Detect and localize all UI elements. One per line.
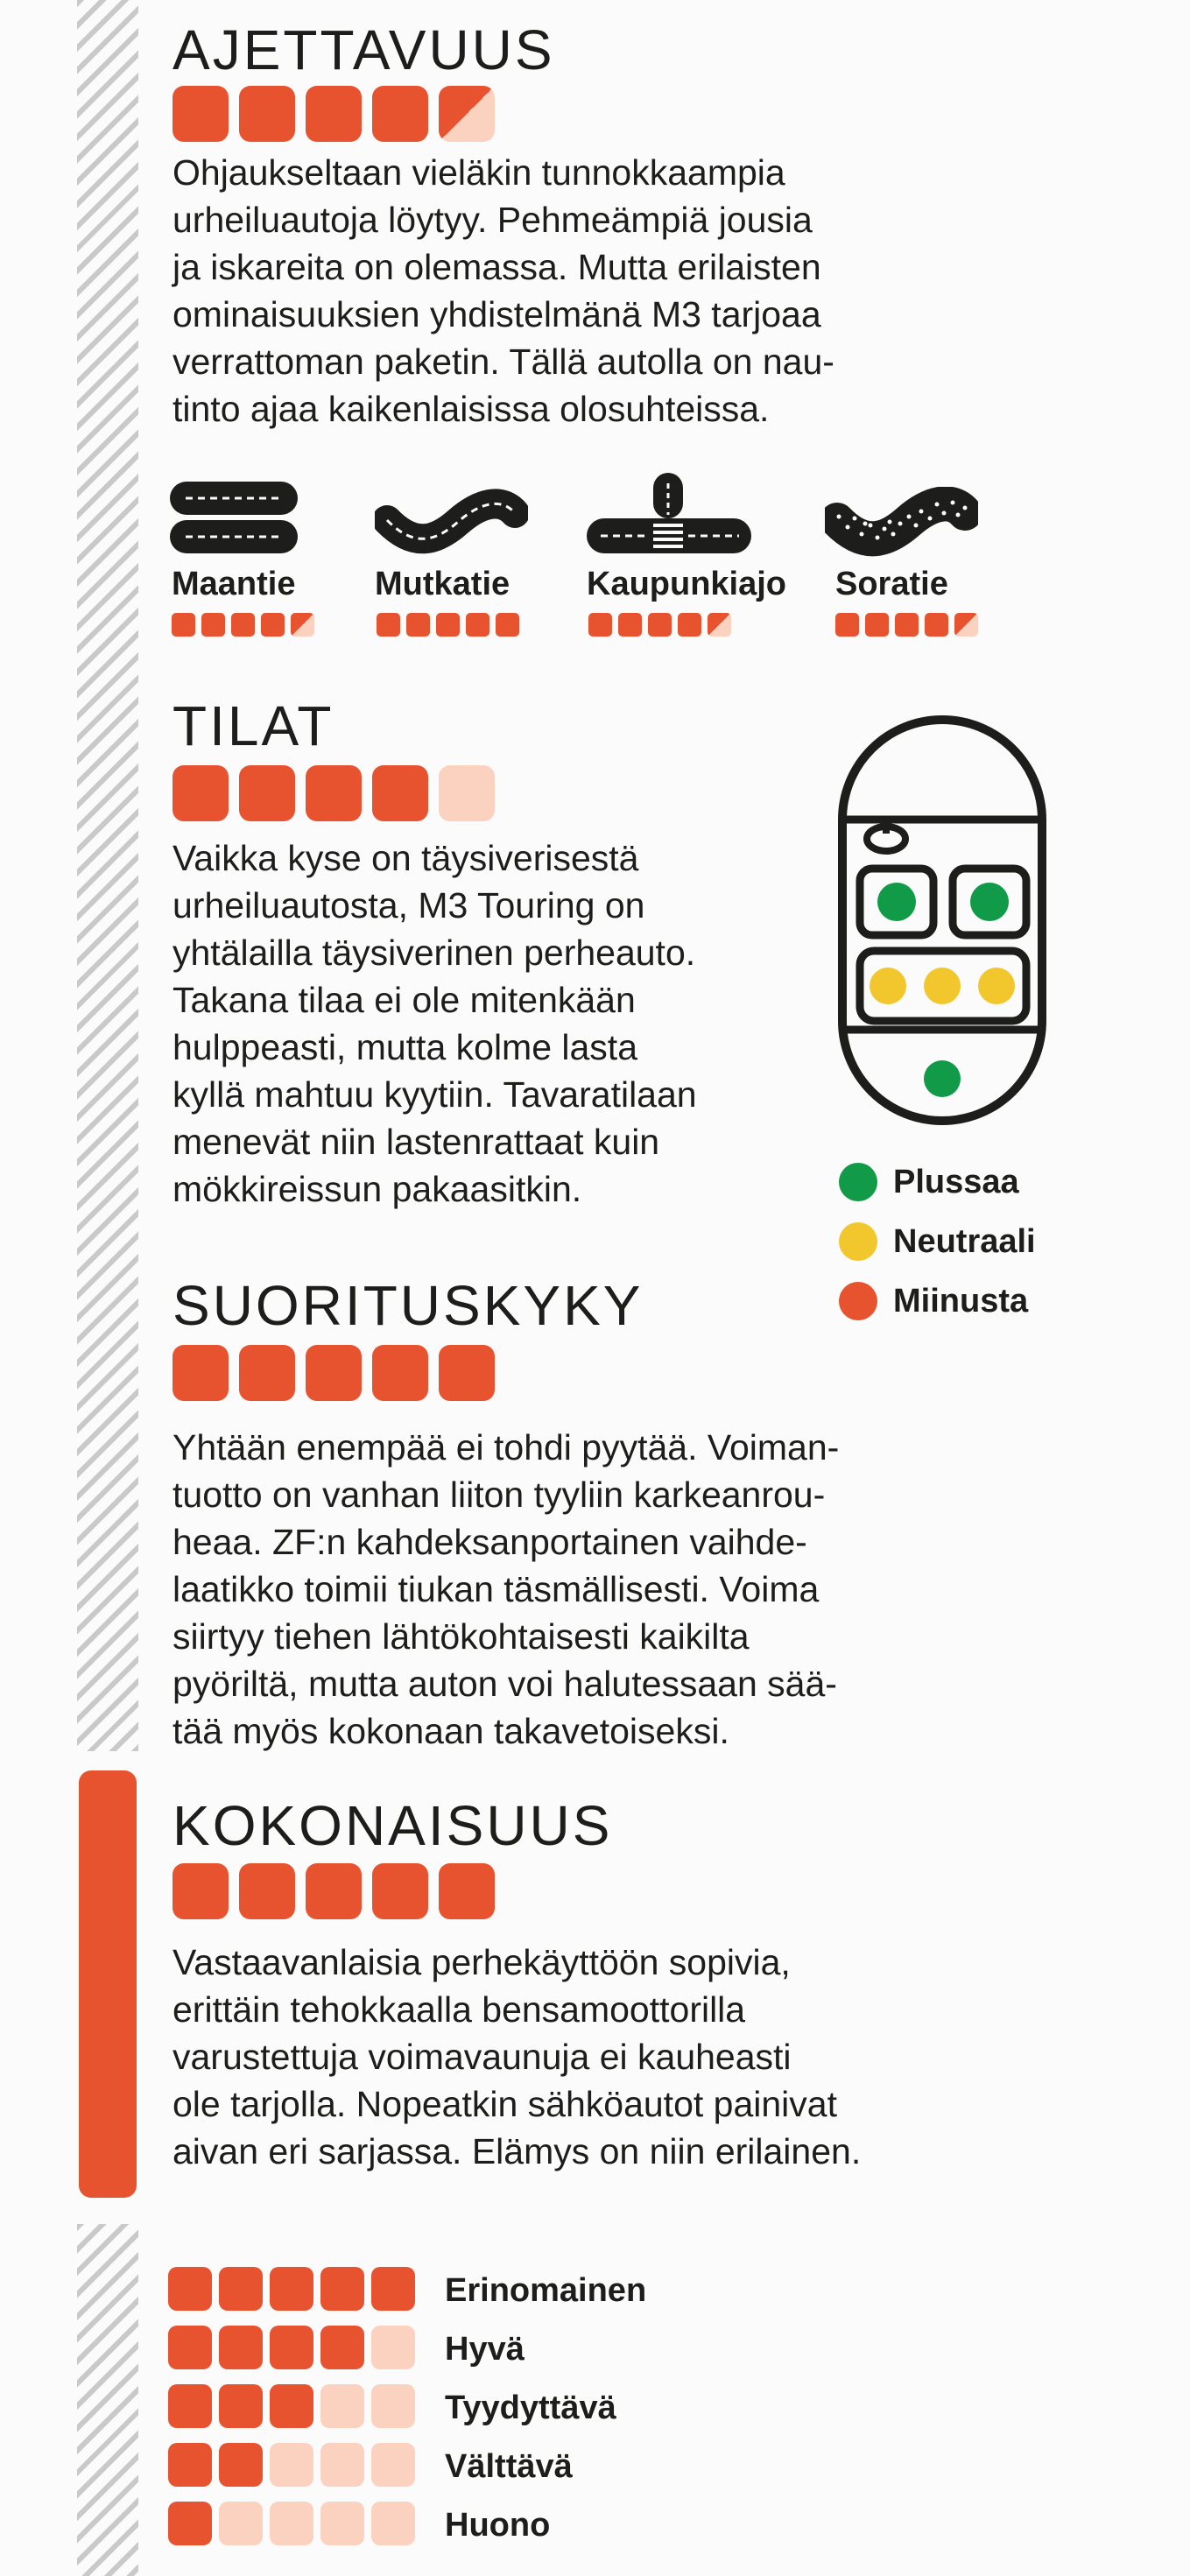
rating-square xyxy=(895,613,919,637)
rating-square xyxy=(835,613,859,637)
text-line: Takana tilaa ei ole mitenkään xyxy=(173,980,636,1020)
section-title-kokonaisuus: KOKONAISUUS xyxy=(173,1794,613,1857)
text-line: laatikko toimii tiukan täsmällisesti. Voima xyxy=(173,1569,820,1609)
rating-square xyxy=(270,2326,313,2369)
rating-square xyxy=(168,2384,212,2428)
rating-square xyxy=(678,613,701,637)
rating-square xyxy=(270,2384,313,2428)
rating-tilat xyxy=(173,765,495,821)
rating-square xyxy=(439,1863,495,1919)
section-title-suorituskyky: SUORITUSKYKY xyxy=(173,1274,644,1337)
rating-square xyxy=(466,613,489,637)
text-line: Ohjaukseltaan vieläkin tunnokkaampia xyxy=(173,152,785,193)
rating-square xyxy=(219,2443,263,2487)
front-seat-right-dot xyxy=(970,883,1009,921)
rating-square xyxy=(306,1863,362,1919)
rating-square xyxy=(270,2502,313,2545)
rating-square xyxy=(306,765,362,821)
rating-square xyxy=(371,2384,415,2428)
text-line: tinto ajaa kaikenlaisissa olosuhteissa. xyxy=(173,389,770,429)
scale-squares xyxy=(168,2443,415,2487)
rating-square xyxy=(291,613,314,637)
rating-square xyxy=(201,613,225,637)
mini-rating-mutkatie xyxy=(377,613,519,637)
rating-square xyxy=(320,2267,364,2311)
rating-square xyxy=(708,613,731,637)
mini-rating-soratie xyxy=(835,613,978,637)
rating-ajettavuus xyxy=(173,86,495,142)
section-title-tilat: TILAT xyxy=(173,694,334,757)
scale-label-hyva: Hyvä xyxy=(445,2331,525,2368)
legend-label-miinusta: Miinusta xyxy=(893,1283,1029,1320)
text-line: ominaisuuksien yhdistelmänä M3 tarjoaa xyxy=(173,294,821,334)
rear-seat-left-dot xyxy=(870,968,906,1004)
car-seating-diagram-icon xyxy=(837,714,1047,1126)
rating-square xyxy=(439,1345,495,1401)
rating-square xyxy=(320,2502,364,2545)
body-text-suorituskyky xyxy=(173,1424,839,1755)
text-line: tää myös kokonaan takavetoiseksi. xyxy=(173,1711,729,1751)
rating-square xyxy=(239,86,295,142)
rating-square xyxy=(219,2326,263,2369)
scale-squares xyxy=(168,2502,415,2545)
side-stripe-top xyxy=(77,0,138,1751)
scale-row-erinomainen xyxy=(168,2267,694,2312)
scale-row-hyva xyxy=(168,2326,694,2371)
text-line: yhtälailla täysiverinen perheauto. xyxy=(173,933,696,973)
text-line: aivan eri sarjassa. Elämys on niin erilainen. xyxy=(173,2131,862,2171)
rating-square xyxy=(173,1863,229,1919)
road-label-mutkatie: Mutkatie xyxy=(375,566,511,602)
legend-item-plussaa xyxy=(839,1159,1102,1203)
scale-row-tyydyttava xyxy=(168,2384,694,2430)
rating-square xyxy=(439,86,495,142)
rating-square xyxy=(372,1863,428,1919)
rating-square xyxy=(320,2384,364,2428)
rating-square xyxy=(270,2443,313,2487)
scale-label-huono: Huono xyxy=(445,2507,551,2544)
rating-kokonaisuus xyxy=(173,1863,495,1919)
text-line: verrattoman paketin. Tällä autolla on nau- xyxy=(173,341,834,382)
rear-seat-middle-dot xyxy=(924,968,961,1004)
rating-square xyxy=(925,613,948,637)
mini-rating-kaupunkiajo xyxy=(588,613,731,637)
rating-square xyxy=(371,2267,415,2311)
text-line: pyöriltä, mutta auton voi halutessaan sää- xyxy=(173,1664,837,1704)
rating-square xyxy=(320,2326,364,2369)
rating-square xyxy=(618,613,642,637)
rating-square xyxy=(168,2443,212,2487)
rating-square xyxy=(371,2326,415,2369)
rating-square xyxy=(306,1345,362,1401)
scale-label-valttava: Välttävä xyxy=(445,2448,573,2485)
text-line: ole tarjolla. Nopeatkin sähköautot painivat xyxy=(173,2084,837,2124)
rating-square xyxy=(219,2502,263,2545)
text-line: tuotto on vanhan liiton tyyliin karkeanrou- xyxy=(173,1475,826,1515)
rear-seat-right-dot xyxy=(978,968,1015,1004)
rating-square xyxy=(371,2443,415,2487)
road-label-maantie: Maantie xyxy=(172,566,296,602)
side-stripe-bottom xyxy=(77,2224,138,2576)
green-dot-icon xyxy=(839,1163,877,1201)
legend-label-plussaa: Plussaa xyxy=(893,1164,1019,1200)
rating-square xyxy=(172,613,195,637)
body-text-ajettavuus xyxy=(173,149,834,433)
rating-square xyxy=(377,613,400,637)
legend-label-neutraali: Neutraali xyxy=(893,1223,1036,1260)
rating-square xyxy=(168,2326,212,2369)
rating-square xyxy=(219,2267,263,2311)
yellow-dot-icon xyxy=(839,1222,877,1261)
rating-square xyxy=(372,1345,428,1401)
highway-icon xyxy=(168,480,299,559)
scale-squares xyxy=(168,2267,415,2311)
rating-square xyxy=(406,613,430,637)
rating-square xyxy=(306,86,362,142)
rating-square xyxy=(371,2502,415,2545)
rating-square xyxy=(231,613,255,637)
front-seat-left-dot xyxy=(877,883,916,921)
rating-square xyxy=(496,613,519,637)
red-dot-icon xyxy=(839,1282,877,1320)
road-label-kaupunkiajo: Kaupunkiajo xyxy=(587,566,787,602)
legend-item-neutraali xyxy=(839,1219,1102,1263)
body-text-kokonaisuus xyxy=(173,1939,861,2175)
rating-suorituskyky xyxy=(173,1345,495,1401)
rating-square xyxy=(219,2384,263,2428)
text-line: kyllä mahtuu kyytiin. Tavaratilaan xyxy=(173,1074,697,1115)
body-text-tilat xyxy=(173,834,697,1213)
section-title-ajettavuus: AJETTAVUUS xyxy=(173,18,555,81)
text-line: Yhtään enempää ei tohdi pyytää. Voiman- xyxy=(173,1427,840,1467)
side-accent-bar xyxy=(79,1770,137,2198)
text-line: urheiluautoja löytyy. Pehmeämpiä jousia xyxy=(173,200,813,240)
scale-row-huono xyxy=(168,2502,694,2547)
gravel-road-icon xyxy=(825,487,978,557)
rating-square xyxy=(372,765,428,821)
scale-squares xyxy=(168,2384,415,2428)
text-line: ja iskareita on olemassa. Mutta erilaisten xyxy=(173,247,821,287)
road-label-soratie: Soratie xyxy=(835,566,948,602)
text-line: Vaikka kyse on täysiverisestä xyxy=(173,838,639,878)
text-line: mökkireissun pakaasitkin. xyxy=(173,1169,582,1209)
text-line: Vastaavanlaisia perhekäyttöön sopivia, xyxy=(173,1942,791,1982)
text-line: erittäin tehokkaalla bensamoottorilla xyxy=(173,1989,746,2030)
rating-square xyxy=(261,613,285,637)
rating-square xyxy=(320,2443,364,2487)
rating-square xyxy=(168,2502,212,2545)
rating-square xyxy=(239,1345,295,1401)
rating-square xyxy=(865,613,889,637)
trunk-dot xyxy=(924,1060,961,1097)
legend-item-miinusta xyxy=(839,1278,1102,1322)
text-line: siirtyy tiehen lähtökohtaisesti kaikilta xyxy=(173,1616,750,1657)
scale-label-tyydyttava: Tyydyttävä xyxy=(445,2389,616,2426)
city-road-icon xyxy=(585,473,753,556)
mini-rating-maantie xyxy=(172,613,314,637)
rating-square xyxy=(173,765,229,821)
text-line: hulppeasti, mutta kolme lasta xyxy=(173,1027,637,1067)
rating-square xyxy=(270,2267,313,2311)
scale-row-valttava xyxy=(168,2443,694,2488)
rating-square xyxy=(173,1345,229,1401)
text-line: varustettuja voimavaunuja ei kauheasti xyxy=(173,2037,792,2077)
rating-square xyxy=(954,613,978,637)
rating-square xyxy=(239,765,295,821)
rating-square xyxy=(372,86,428,142)
winding-road-icon xyxy=(375,487,528,557)
rating-square xyxy=(588,613,612,637)
rating-square xyxy=(239,1863,295,1919)
rating-square xyxy=(173,86,229,142)
rating-square xyxy=(648,613,672,637)
rating-square xyxy=(439,765,495,821)
scale-label-erinomainen: Erinomainen xyxy=(445,2272,647,2309)
text-line: urheiluautosta, M3 Touring on xyxy=(173,885,645,926)
text-line: menevät niin lastenrattaat kuin xyxy=(173,1122,660,1162)
rating-square xyxy=(168,2267,212,2311)
scale-squares xyxy=(168,2326,415,2369)
text-line: heaa. ZF:n kahdeksanportainen vaihde- xyxy=(173,1522,807,1562)
rating-square xyxy=(436,613,460,637)
